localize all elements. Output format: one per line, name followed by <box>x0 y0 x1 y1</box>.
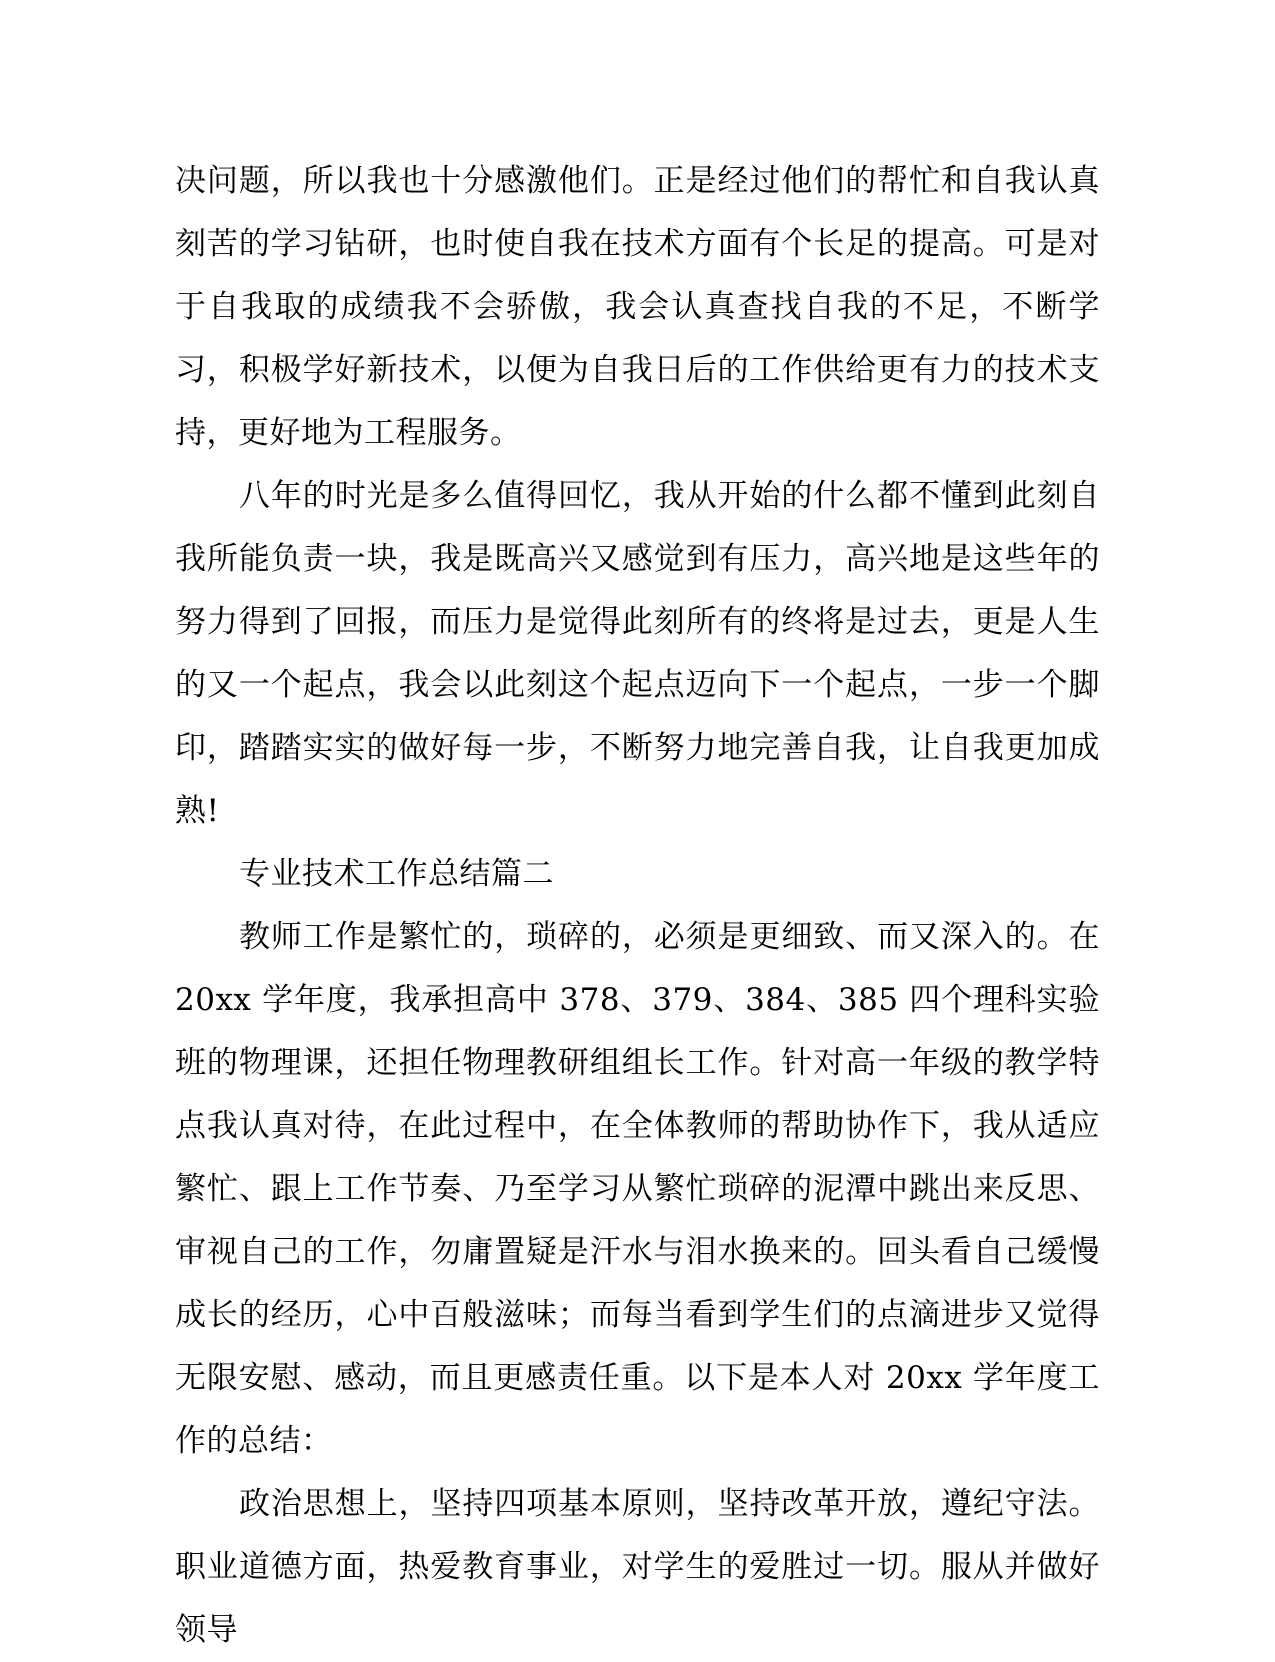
paragraph-3: 教师工作是繁忙的，琐碎的，必须是更细致、而又深入的。在20xx 学年度，我承担高中 378、379、384、385 四个理科实验班的物理课，还担任物理教研组组长工作。针对高一年级的教学特点我认真对待，在此过程中，在全体教师的帮助协作下，我从适应繁忙、跟上工作节奏、乃至学习从繁忙琐碎的泥潭中跳出来反思、审视自己的工作，勿庸置疑是汗水与泪水换来的。回头看自己缓慢成长的经历，心中百般滋味；而每当看到学生们的点滴进步又觉得无限安慰、感动，而且更感责任重。以下是本人对 20xx 学年度工作的总结： <box>175 919 1100 1459</box>
paragraph-1: 决问题，所以我也十分感激他们。正是经过他们的帮忙和自我认真刻苦的学习钻研，也时使自我在技术方面有个长足的提高。可是对于自我取的成绩我不会骄傲，我会认真查找自我的不足，不断学习，积极学好新技术，以便为自我日后的工作供给更有力的技术支持，更好地为工程服务。 <box>175 163 1100 451</box>
section-heading: 专业技术工作总结篇二 <box>239 856 554 892</box>
paragraph-4: 政治思想上，坚持四项基本原则，坚持改革开放，遵纪守法。职业道德方面，热爱教育事业，对学生的爱胜过一切。服从并做好领导 <box>175 1486 1100 1648</box>
paragraph-2: 八年的时光是多么值得回忆，我从开始的什么都不懂到此刻自我所能负责一块，我是既高兴又感觉到有压力，高兴地是这些年的努力得到了回报，而压力是觉得此刻所有的终将是过去，更是人生的又一个起点，我会以此刻这个起点迈向下一个起点，一步一个脚印，踏踏实实的做好每一步，不断努力地完善自我，让自我更加成熟! <box>175 478 1100 829</box>
document-body <box>175 150 1100 1662</box>
